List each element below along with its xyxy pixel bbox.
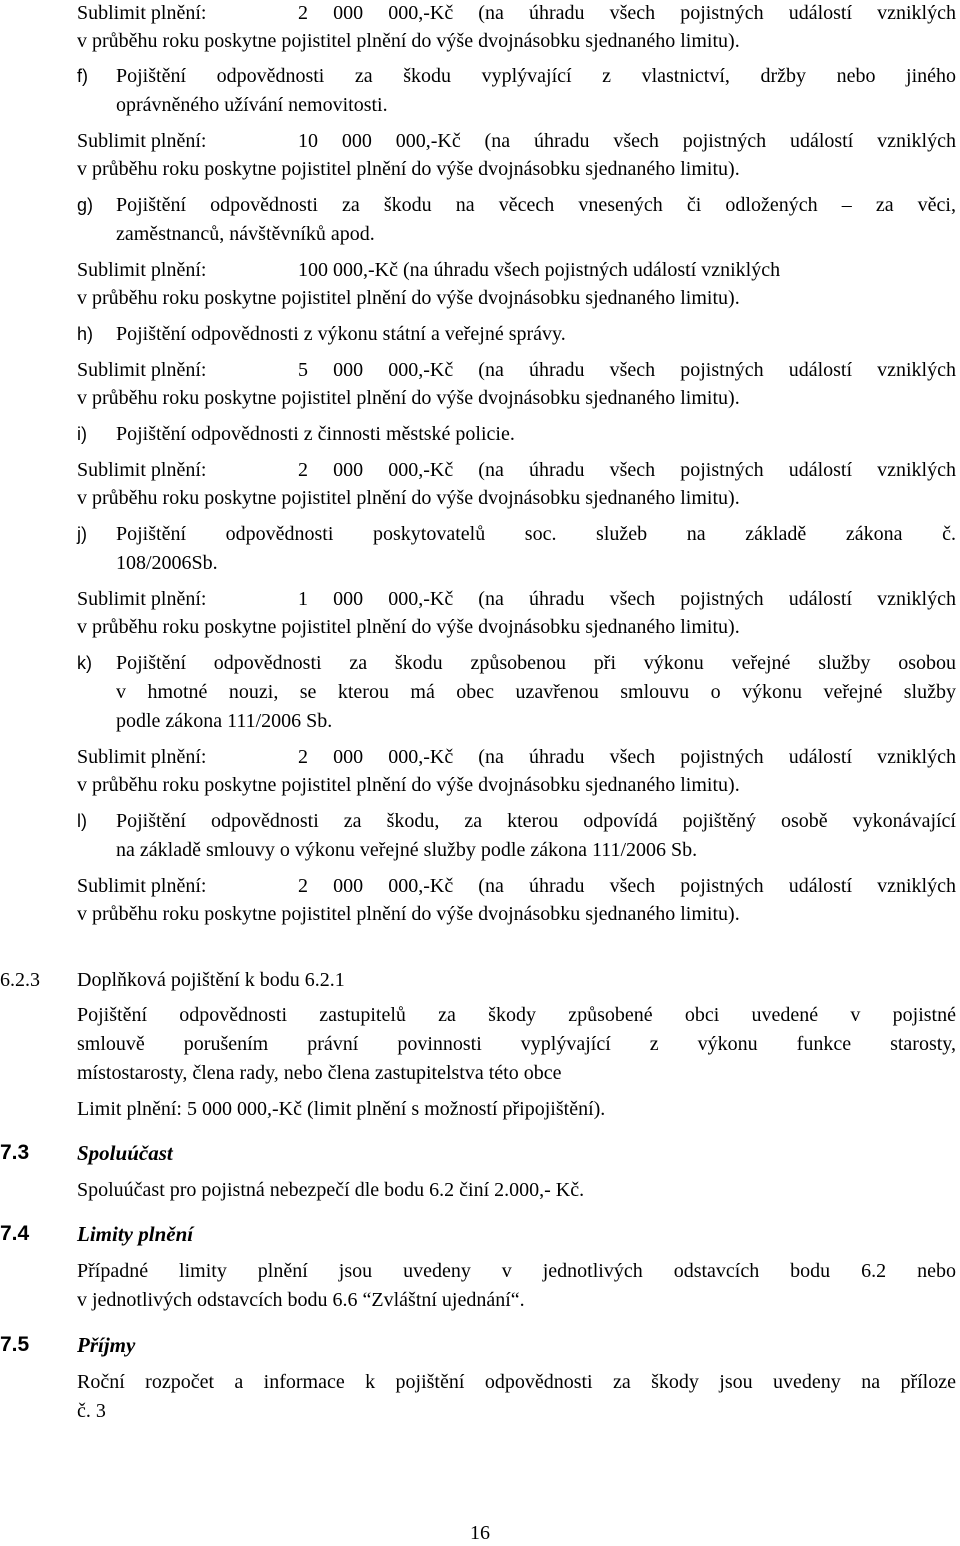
sublimit-continuation: v průběhu roku poskytne pojistitel plnění do výše dvojnásobku sjednaného limitu).	[77, 487, 740, 509]
sublimit-label: Sublimit plnění:	[77, 588, 207, 610]
sublimit-text: 5 000 000,-Kč (na úhradu všech pojistných událostí vzniklých	[298, 359, 956, 381]
sublimit-continuation: v průběhu roku poskytne pojistitel plnění do výše dvojnásobku sjednaného limitu).	[77, 774, 740, 796]
sublimit-text: 1 000 000,-Kč (na úhradu všech pojistných událostí vzniklých	[298, 588, 956, 610]
item-letter-i: i)	[77, 424, 87, 444]
sublimit-label: Sublimit plnění:	[77, 746, 207, 768]
section-number-74: 7.4	[0, 1222, 30, 1245]
item-k-line1: Pojištění odpovědnosti za škodu způsobenou při výkonu veřejné služby osobou	[116, 652, 956, 674]
item-letter-j: j)	[77, 524, 87, 544]
sublimit-text: 2 000 000,-Kč (na úhradu všech pojistných událostí vzniklých	[298, 875, 956, 897]
item-k-line3: podle zákona 111/2006 Sb.	[116, 710, 333, 732]
sublimit-text: 2 000 000,-Kč (na úhradu všech pojistných událostí vzniklých	[298, 2, 956, 24]
item-f-line1: Pojištění odpovědnosti za škodu vyplývající z vlastnictví, držby nebo jiného	[116, 65, 956, 87]
item-letter-l: l)	[77, 811, 87, 831]
sublimit-label: Sublimit plnění:	[77, 875, 207, 897]
item-i-line1: Pojištění odpovědnosti z činnosti městské policie.	[116, 423, 515, 445]
sublimit-text: 10 000 000,-Kč (na úhradu všech pojistných událostí vzniklých	[298, 130, 956, 152]
sublimit-label: Sublimit plnění:	[77, 459, 207, 481]
item-f-line2: oprávněného užívání nemovitosti.	[116, 94, 388, 116]
section-623-para-line2: smlouvě porušením právní povinnosti vyplývající z výkonu funkce starosty,	[77, 1033, 956, 1055]
item-h-line1: Pojištění odpovědnosti z výkonu státní a veřejné správy.	[116, 323, 566, 345]
item-g-line1: Pojištění odpovědnosti za škodu na věcech vnesených či odložených – za věci,	[116, 194, 956, 216]
item-j-line1: Pojištění odpovědnosti poskytovatelů soc. služeb na základě zákona č.	[116, 523, 956, 545]
sublimit-label: Sublimit plnění:	[77, 2, 207, 24]
sublimit-continuation: v průběhu roku poskytne pojistitel plnění do výše dvojnásobku sjednaného limitu).	[77, 287, 740, 309]
sublimit-label: Sublimit plnění:	[77, 259, 207, 281]
item-letter-k: k)	[77, 653, 92, 673]
section-74-line1: Případné limity plnění jsou uvedeny v jednotlivých odstavcích bodu 6.2 nebo	[77, 1260, 956, 1282]
item-letter-h: h)	[77, 324, 94, 344]
section-74-line2: v jednotlivých odstavcích bodu 6.6 “Zvláštní ujednání“.	[77, 1289, 525, 1311]
section-75-line1: Roční rozpočet a informace k pojištění odpovědnosti za škody jsou uvedeny na příloze	[77, 1371, 956, 1393]
sublimit-continuation: v průběhu roku poskytne pojistitel plnění do výše dvojnásobku sjednaného limitu).	[77, 158, 740, 180]
item-l-line2: na základě smlouvy o výkonu veřejné služby podle zákona 111/2006 Sb.	[116, 839, 698, 861]
sublimit-label: Sublimit plnění:	[77, 130, 207, 152]
sublimit-text: 2 000 000,-Kč (na úhradu všech pojistných událostí vzniklých	[298, 459, 956, 481]
page-number: 16	[470, 1522, 490, 1544]
sublimit-text: 2 000 000,-Kč (na úhradu všech pojistných událostí vzniklých	[298, 746, 956, 768]
sublimit-continuation: v průběhu roku poskytne pojistitel plnění do výše dvojnásobku sjednaného limitu).	[77, 616, 740, 638]
sublimit-label: Sublimit plnění:	[77, 359, 207, 381]
section-number-73: 7.3	[0, 1141, 30, 1164]
section-number-623: 6.2.3	[0, 969, 40, 991]
sublimit-continuation: v průběhu roku poskytne pojistitel plnění do výše dvojnásobku sjednaného limitu).	[77, 387, 740, 409]
section-75-line2: č. 3	[77, 1400, 106, 1422]
section-73-text: Spoluúčast pro pojistná nebezpečí dle bodu 6.2 činí 2.000,- Kč.	[77, 1179, 585, 1201]
item-letter-g: g)	[77, 195, 94, 215]
sublimit-continuation: v průběhu roku poskytne pojistitel plnění do výše dvojnásobku sjednaného limitu).	[77, 903, 740, 925]
section-title-75: Příjmy	[77, 1333, 136, 1357]
section-623-para-line1: Pojištění odpovědnosti zastupitelů za škody způsobené obci uvedené v pojistné	[77, 1004, 956, 1026]
section-title-73: Spoluúčast	[77, 1141, 173, 1165]
item-l-line1: Pojištění odpovědnosti za škodu, za kterou odpovídá pojištěný osobě vykonávající	[116, 810, 956, 832]
section-623-para-line3: místostarosty, člena rady, nebo člena zastupitelstva této obce	[77, 1062, 562, 1084]
sublimit-continuation: v průběhu roku poskytne pojistitel plnění do výše dvojnásobku sjednaného limitu).	[77, 30, 740, 52]
item-g-line2: zaměstnanců, návštěvníků apod.	[116, 223, 375, 245]
section-number-75: 7.5	[0, 1333, 30, 1356]
item-j-line2: 108/2006Sb.	[116, 552, 218, 574]
item-k-line2: v hmotné nouzi, se kterou má obec uzavřenou smlouvu o výkonu veřejné služby	[116, 681, 956, 703]
section-623-limit: Limit plnění: 5 000 000,-Kč (limit plnění s možností připojištění).	[77, 1098, 606, 1120]
sublimit-text: 100 000,-Kč (na úhradu všech pojistných událostí vzniklých	[298, 259, 781, 281]
section-title-74: Limity plnění	[77, 1222, 194, 1246]
item-letter-f: f)	[77, 66, 88, 86]
section-title-623: Doplňková pojištění k bodu 6.2.1	[77, 969, 345, 991]
